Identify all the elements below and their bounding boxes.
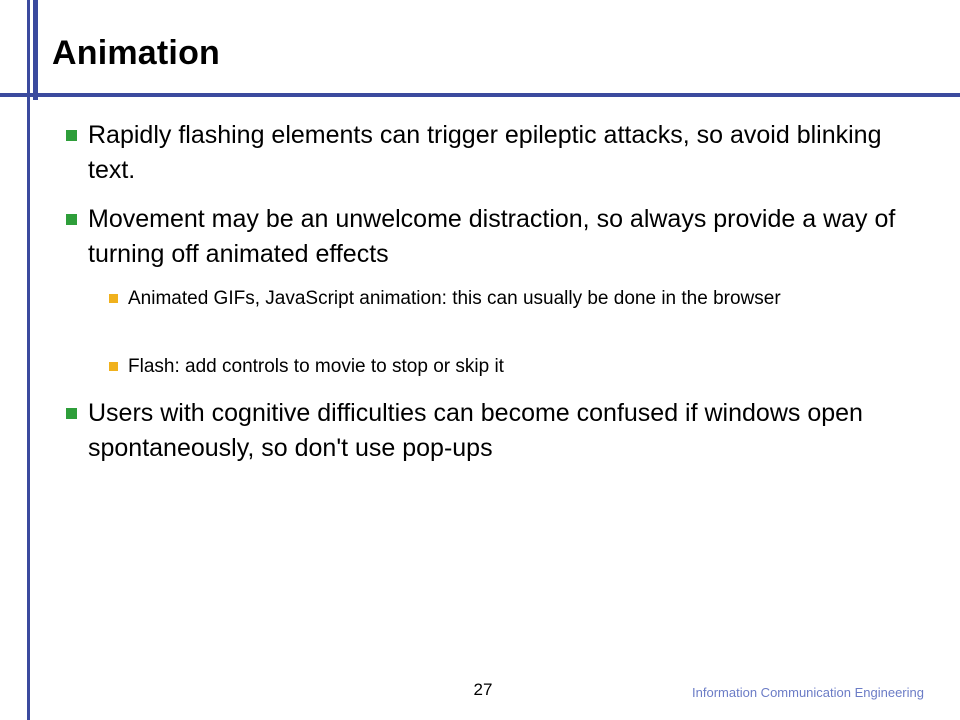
left-vertical-rule-thick bbox=[33, 0, 38, 100]
bullet-text: Movement may be an unwelcome distraction, so always provide a way of turning off animated effects bbox=[88, 205, 896, 268]
slide-title: Animation bbox=[52, 34, 221, 72]
bullet-item bbox=[88, 396, 918, 466]
bullet-item bbox=[88, 202, 918, 272]
bullet-item bbox=[88, 118, 918, 188]
sub-bullet-text: Flash: add controls to movie to stop or skip it bbox=[128, 356, 504, 377]
square-sub-bullet-icon bbox=[109, 362, 118, 371]
bullet-text: Rapidly flashing elements can trigger epileptic attacks, so avoid blinking text. bbox=[88, 121, 882, 184]
sub-bullet-item bbox=[128, 354, 918, 380]
square-bullet-icon bbox=[66, 130, 77, 141]
sub-bullet-text: Animated GIFs, JavaScript animation: this can usually be done in the browser bbox=[128, 288, 781, 309]
left-vertical-rule bbox=[27, 0, 30, 720]
page-number: 27 bbox=[473, 680, 493, 699]
footer-text: Information Communication Engineering bbox=[692, 685, 924, 700]
square-bullet-icon bbox=[66, 408, 77, 419]
bullet-text: Users with cognitive difficulties can become confused if windows open spontaneously, so don't use pop-ups bbox=[88, 399, 863, 462]
sub-bullet-item bbox=[128, 286, 918, 312]
square-bullet-icon bbox=[66, 214, 77, 225]
title-horizontal-rule bbox=[0, 93, 960, 97]
square-sub-bullet-icon bbox=[109, 294, 118, 303]
